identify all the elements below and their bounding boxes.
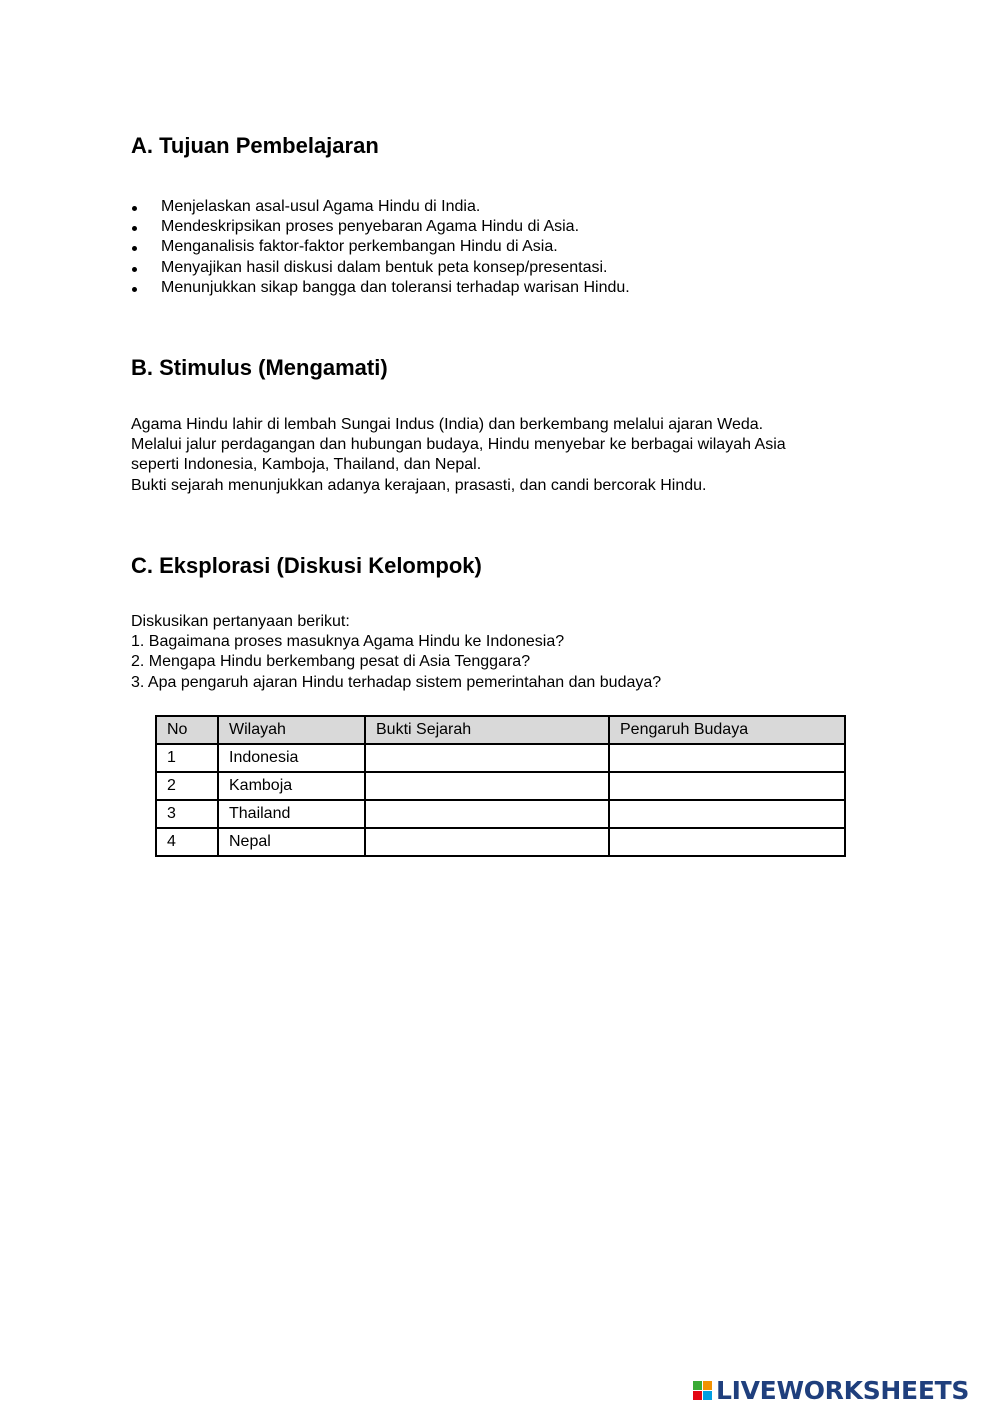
header-pengaruh-budaya: Pengaruh Budaya	[609, 716, 845, 744]
answer-cell-pengaruh[interactable]	[609, 744, 845, 772]
answer-cell-bukti[interactable]	[365, 744, 609, 772]
cell-no: 2	[156, 772, 218, 800]
list-item	[131, 237, 630, 257]
cell-no: 4	[156, 828, 218, 856]
bullet-icon	[132, 226, 137, 231]
objective-text: Menyajikan hasil diskusi dalam bentuk peta konsep/presentasi.	[161, 258, 608, 276]
answer-cell-pengaruh[interactable]	[609, 800, 845, 828]
liveworksheets-logo-icon	[693, 1381, 712, 1400]
stimulus-line: Melalui jalur perdagangan dan hubungan budaya, Hindu menyebar ke berbagai wilayah Asia	[131, 436, 786, 454]
answer-cell-bukti[interactable]	[365, 828, 609, 856]
bullet-icon	[132, 267, 137, 272]
bullet-icon	[132, 287, 137, 292]
answer-cell-pengaruh[interactable]	[609, 772, 845, 800]
logo-tile-blue	[703, 1391, 712, 1400]
list-item	[131, 217, 630, 237]
answer-cell-bukti[interactable]	[365, 772, 609, 800]
region-table	[155, 715, 846, 857]
header-wilayah: Wilayah	[218, 716, 365, 744]
brand-wordmark: LIVEWORKSHEETS	[716, 1375, 970, 1405]
logo-tile-red	[693, 1391, 702, 1400]
table-row	[156, 800, 845, 828]
list-item	[131, 278, 630, 298]
stimulus-line: Agama Hindu lahir di lembah Sungai Indus (India) dan berkembang melalui ajaran Weda.	[131, 416, 764, 433]
cell-wilayah: Nepal	[218, 828, 365, 856]
logo-tile-orange	[703, 1381, 712, 1390]
answer-cell-pengaruh[interactable]	[609, 828, 845, 856]
cell-wilayah: Kamboja	[218, 772, 365, 800]
discussion-questions	[131, 612, 661, 693]
stimulus-paragraph	[131, 415, 786, 496]
header-no: No	[156, 716, 218, 744]
question-item: 1. Bagaimana proses masuknya Agama Hindu ke Indonesia?	[131, 633, 565, 651]
liveworksheets-logo	[693, 1375, 969, 1405]
objective-text: Menjelaskan asal-usul Agama Hindu di India.	[161, 198, 481, 215]
section-a-title: A. Tujuan Pembelajaran	[131, 133, 379, 158]
bullet-icon	[132, 206, 137, 211]
cell-wilayah: Thailand	[218, 800, 365, 828]
stimulus-line: Bukti sejarah menunjukkan adanya kerajaan, prasasti, dan candi bercorak Hindu.	[131, 476, 707, 494]
cell-wilayah: Indonesia	[218, 744, 365, 772]
cell-no: 1	[156, 744, 218, 772]
answer-cell-bukti[interactable]	[365, 800, 609, 828]
table-row	[156, 772, 845, 800]
section-c-title: C. Eksplorasi (Diskusi Kelompok)	[131, 553, 482, 578]
list-item	[131, 197, 630, 217]
question-item: 2. Mengapa Hindu berkembang pesat di Asia Tenggara?	[131, 653, 531, 671]
discussion-intro: Diskusikan pertanyaan berikut:	[131, 613, 350, 630]
objective-text: Menunjukkan sikap bangga dan toleransi terhadap warisan Hindu.	[161, 278, 630, 296]
question-item: 3. Apa pengaruh ajaran Hindu terhadap sistem pemerintahan dan budaya?	[131, 673, 662, 691]
bullet-icon	[132, 246, 137, 251]
header-bukti-sejarah: Bukti Sejarah	[365, 716, 609, 744]
table-row	[156, 828, 845, 856]
table-header-row	[156, 716, 845, 744]
stimulus-line: seperti Indonesia, Kamboja, Thailand, dan Nepal.	[131, 456, 482, 474]
objectives-list	[131, 197, 630, 298]
cell-no: 3	[156, 800, 218, 828]
objective-text: Menganalisis faktor-faktor perkembangan Hindu di Asia.	[161, 238, 558, 256]
list-item	[131, 258, 630, 278]
table-row	[156, 744, 845, 772]
logo-tile-green	[693, 1381, 702, 1390]
section-b-title: B. Stimulus (Mengamati)	[131, 355, 388, 380]
objective-text: Mendeskripsikan proses penyebaran Agama Hindu di Asia.	[161, 218, 580, 236]
